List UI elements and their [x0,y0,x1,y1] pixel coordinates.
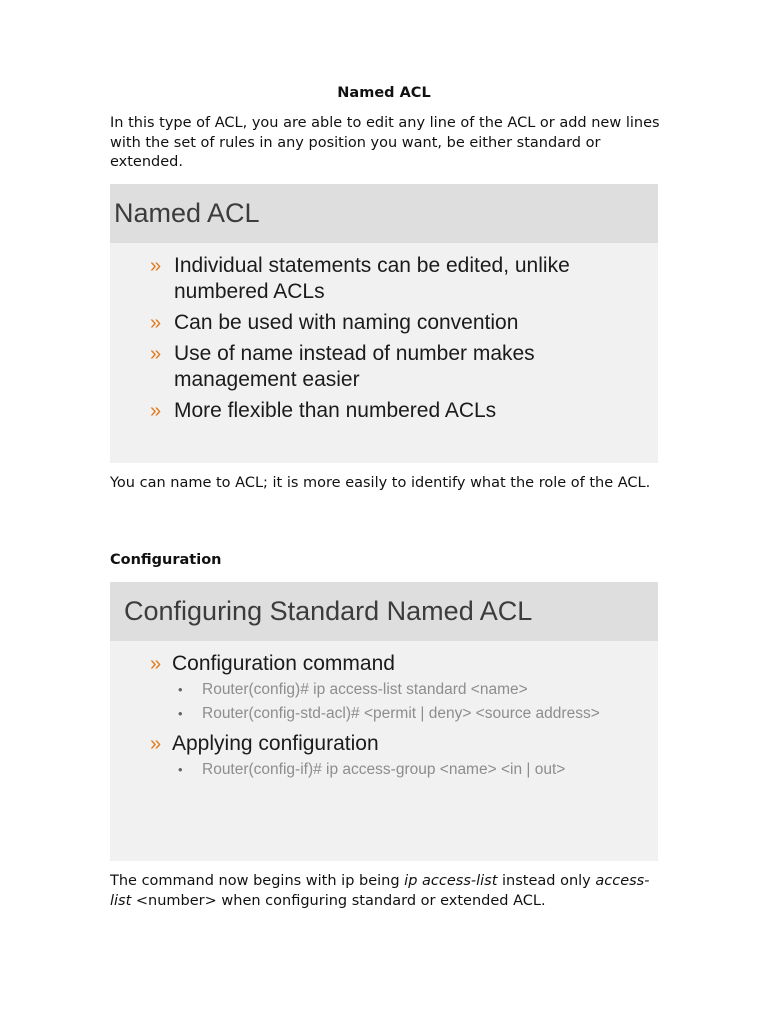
chevron-icon: » [150,312,162,334]
chevron-icon: » [150,400,162,422]
sub-bullet [110,758,658,782]
chevron-icon: » [150,733,162,755]
bullet-dot-icon: • [178,762,183,777]
paragraph-text: instead only [497,873,596,889]
slide-named-acl [110,184,658,463]
slide-configuring-named-acl [110,582,658,861]
emphasis-text: access-list [110,873,650,909]
command-text: Router(config-std-acl)# <permit | deny> <source address> [202,705,600,722]
slide-bullet [110,253,658,305]
bullet-text: Applying configuration [172,732,379,755]
section-heading-configuration: Configuration [110,552,222,568]
bullet-text: Use of name instead of number makes management easier [174,342,535,391]
command-paragraph [110,872,662,911]
slide-heading: Named ACL [110,184,658,243]
sub-bullet-list [110,758,658,782]
bullet-text: Configuration command [172,652,395,675]
slide-bullet [110,310,658,336]
intro-paragraph: In this type of ACL, you are able to edit any line of the ACL or add new lines with the set of rules in any position you want, be either standard or extended. [110,115,660,170]
paragraph-text: The command now begins with ip being [110,873,405,889]
slide-bullet-list [110,641,658,782]
slide-bullet [110,650,658,678]
slide-bullet [110,730,658,758]
sub-bullet-list [110,678,658,726]
sub-bullet-group [110,678,658,726]
slide-bullet-list [110,243,658,424]
emphasis-text: ip access-list [404,873,498,889]
page-title: Named ACL [337,85,431,101]
chevron-icon: » [150,343,162,365]
command-text: Router(config-if)# ip access-group <name> <in | out> [202,761,566,778]
bullet-text: Individual statements can be edited, unlike numbered ACLs [174,254,570,303]
sub-bullet [110,678,658,702]
slide-bullet [110,398,658,424]
bullet-dot-icon: • [178,706,183,721]
chevron-icon: » [150,255,162,277]
sub-bullet [110,702,658,726]
bullet-text: More flexible than numbered ACLs [174,399,497,422]
chevron-icon: » [150,653,162,675]
bullet-text: Can be used with naming convention [174,311,519,334]
sub-bullet-group [110,758,658,782]
name-paragraph: You can name to ACL; it is more easily to identify what the role of the ACL. [110,475,651,491]
bullet-dot-icon: • [178,682,183,697]
command-text: Router(config)# ip access-list standard <name> [202,681,528,698]
slide-heading: Configuring Standard Named ACL [110,582,658,641]
slide-bullet [110,341,658,393]
paragraph-text: <number> when configuring standard or extended ACL. [131,892,546,909]
